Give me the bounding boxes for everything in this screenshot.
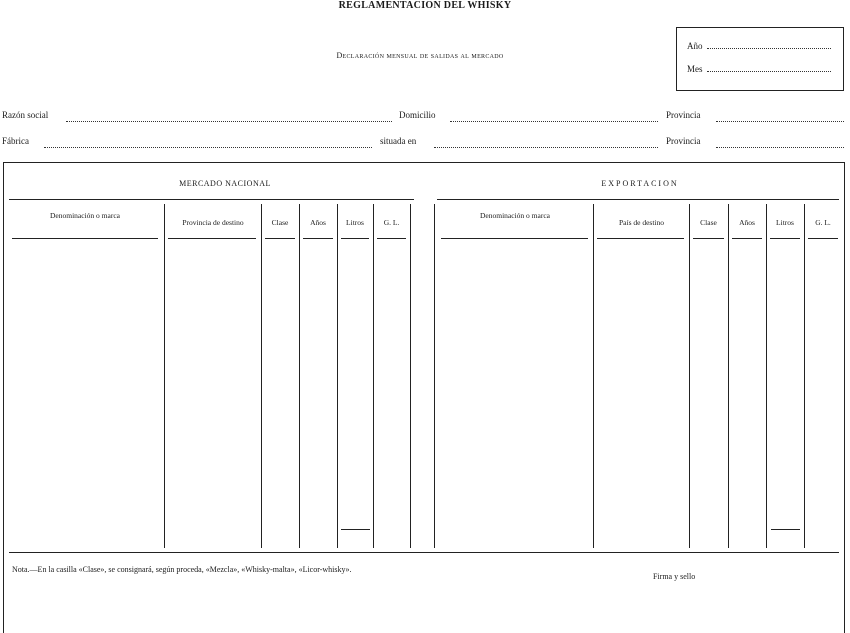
col-header-clase-nacional: Clase [271,218,289,227]
nacional-header-rule [9,199,414,200]
month-line [687,64,831,74]
provincia-label-1: Provincia [666,110,701,120]
col-underline [265,238,295,239]
month-field[interactable] [707,71,831,72]
domicilio-field[interactable] [450,121,658,122]
footnote: Nota.—En la casilla «Clase», se consignará, según proceda, «Mezcla», «Whisky-malta», «Licor-whisky». [12,565,352,574]
col-divider [593,204,594,548]
col-underline [808,238,838,239]
total-line-litros-nacional [341,529,370,530]
document-title: REGLAMENTACION DEL WHISKY [338,0,512,11]
col-divider [261,204,262,548]
col-header-denominacion-exportacion: Denominación o marca [480,211,550,220]
col-header-clase-exportacion: Clase [700,218,717,227]
year-line [687,41,831,51]
col-divider [164,204,165,548]
declaration-table [3,162,845,633]
table-bottom-rule [9,552,839,553]
col-underline [441,238,588,239]
col-header-denominacion-nacional: Denominación o marca [50,211,120,220]
col-header-anos-nacional: Años [310,218,326,227]
exportacion-header-rule [437,199,839,200]
col-divider [766,204,767,548]
col-underline [770,238,800,239]
col-underline [693,238,724,239]
section-exportacion: EXPORTACION [601,179,679,188]
col-header-anos-exportacion: Años [739,218,755,227]
col-divider [728,204,729,548]
col-divider [337,204,338,548]
col-divider [299,204,300,548]
provincia-field-2[interactable] [716,147,844,148]
col-underline [341,238,369,239]
section-mercado-nacional: MERCADO NACIONAL [179,179,271,188]
col-divider [689,204,690,548]
year-field[interactable] [707,48,831,49]
signature-label: Firma y sello [653,572,696,581]
col-header-provincia-destino: Provincia de destino [182,218,244,227]
col-header-gl-exportacion: G. L. [815,218,831,227]
fabrica-label: Fábrica [2,136,29,146]
provincia-field-1[interactable] [716,121,844,122]
col-divider [373,204,374,548]
col-header-litros-nacional: Litros [346,218,364,227]
razon-social-field[interactable] [66,121,392,122]
razon-social-label: Razón social [2,110,49,120]
col-underline [597,238,684,239]
year-label: Año [687,41,703,51]
col-divider [410,204,411,548]
col-header-pais-destino: País de destino [619,218,664,227]
section-divider [434,204,435,548]
total-line-litros-exportacion [771,529,800,530]
col-header-litros-exportacion: Litros [776,218,794,227]
col-underline [303,238,333,239]
col-underline [732,238,762,239]
col-divider [804,204,805,548]
col-underline [12,238,158,239]
situada-en-field[interactable] [434,147,658,148]
document-subtitle: Declaración mensual de salidas al mercado [336,51,504,60]
col-underline [168,238,256,239]
col-header-gl-nacional: G. L. [383,218,400,227]
date-box [676,27,844,91]
fabrica-field[interactable] [44,147,372,148]
situada-en-label: situada en [380,136,417,146]
domicilio-label: Domicilio [399,110,436,120]
col-underline [377,238,406,239]
provincia-label-2: Provincia [666,136,701,146]
month-label: Mes [687,64,703,74]
